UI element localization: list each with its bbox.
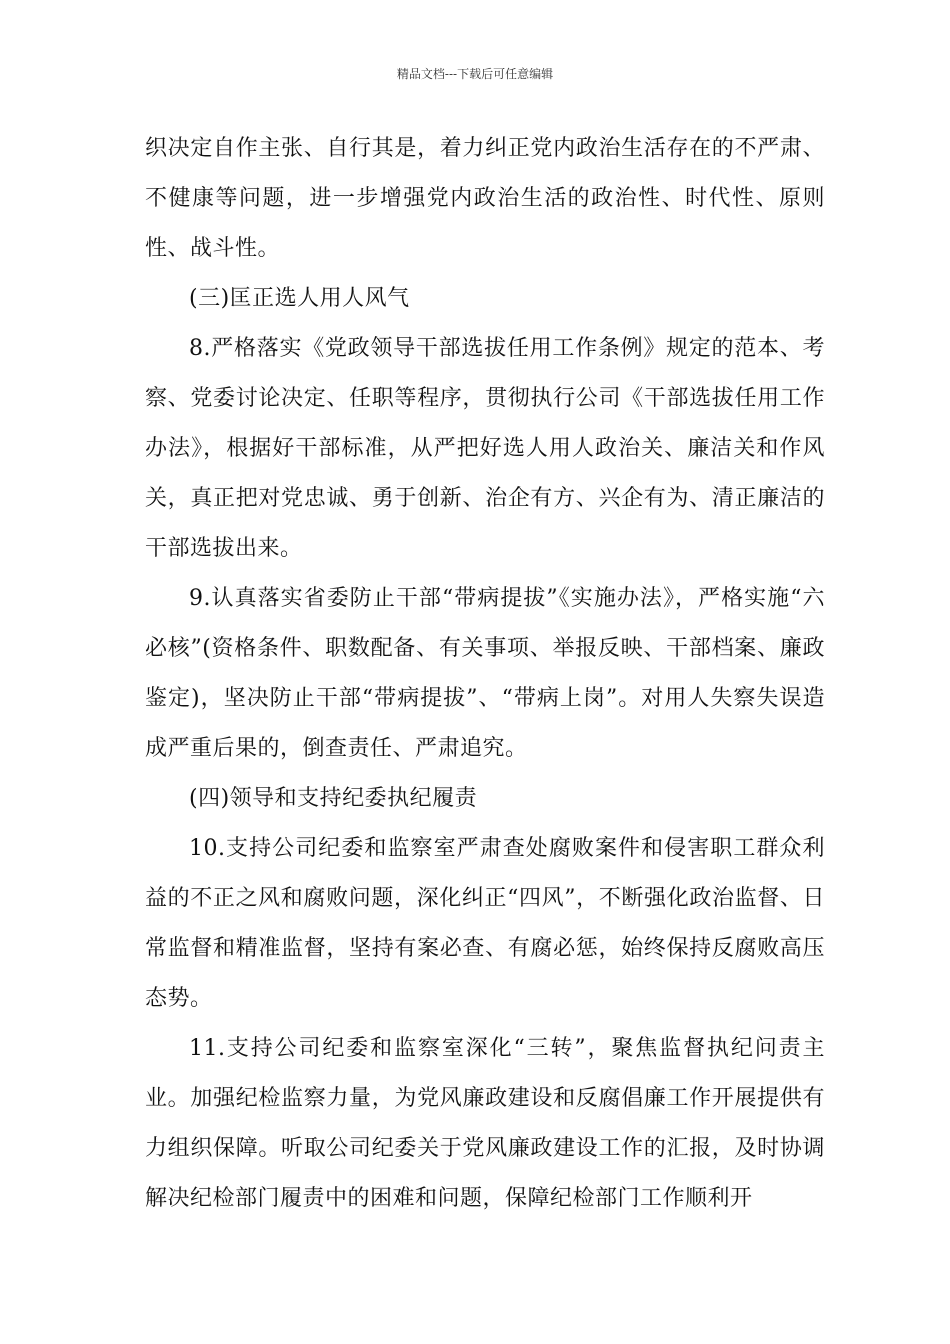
- paragraph-item-11: 11.支持公司纪委和监察室深化“三转”，聚焦监督执纪问责主业。加强纪检监察力量，为党风廉政建设和反腐倡廉工作开展提供有力组织保障。听取公司纪委关于党风廉政建设工作的汇报，及时协调解决纪检部门履责中的困难和问题，保障纪检部门工作顺利开: [145, 1036, 825, 1211]
- paragraph-item-9: 9.认真落实省委防止干部“带病提拔”《实施办法》，严格实施“六必核”(资格条件、职数配备、有关事项、举报反映、干部档案、廉政鉴定)，坚决防止干部“带病提拔”、“带病上岗”。对用人失察失误造成严重后果的，倒查责任、严肃追究。: [145, 586, 825, 761]
- section-heading-4: (四)领导和支持纪委执纪履责: [189, 786, 478, 811]
- paragraph-continuation: 织决定自作主张、自行其是，着力纠正党内政治生活存在的不严肃、不健康等问题，进一步增强党内政治生活的政治性、时代性、原则性、战斗性。: [145, 136, 825, 261]
- paragraph-item-8: 8.严格落实《党政领导干部选拔任用工作条例》规定的范本、考察、党委讨论决定、任职等程序，贯彻执行公司《干部选拔任用工作办法》，根据好干部标准，从严把好选人用人政治关、廉洁关和作风关，真正把对党忠诚、勇于创新、治企有方、兴企有为、清正廉洁的干部选拔出来。: [145, 336, 825, 561]
- paragraph-item-10: 10.支持公司纪委和监察室严肃查处腐败案件和侵害职工群众利益的不正之风和腐败问题，深化纠正“四风”，不断强化政治监督、日常监督和精准监督，坚持有案必查、有腐必惩，始终保持反腐败高压态势。: [145, 836, 825, 1011]
- page-header: 精品文档---下载后可任意编辑: [396, 67, 554, 81]
- document-body: [145, 124, 825, 1224]
- section-heading-3: (三)匡正选人用人风气: [189, 286, 410, 311]
